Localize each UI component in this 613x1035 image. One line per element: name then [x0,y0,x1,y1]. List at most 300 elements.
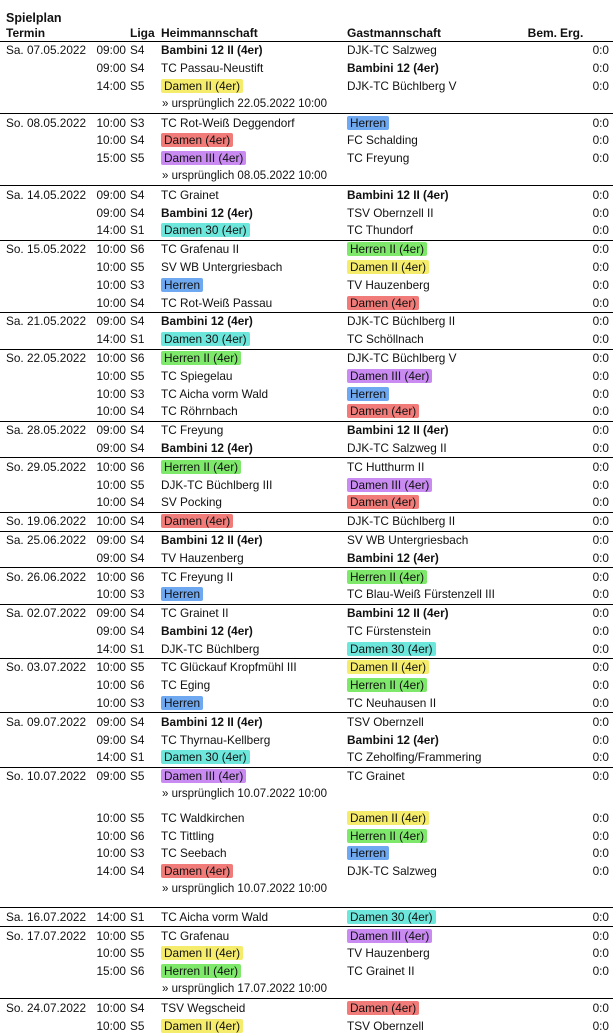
team-name: TC Spiegelau [161,369,232,383]
match-time: 14:00 [93,749,130,767]
match-bem [527,767,557,785]
match-liga: S4 [130,294,158,312]
match-row [0,731,613,749]
match-date [0,259,93,277]
match-time: 10:00 [93,240,130,258]
match-date: So. 03.07.2022 [0,659,93,677]
team-name: Damen II (4er) [161,1019,243,1033]
match-bem [527,568,557,586]
match-liga: S5 [130,476,158,494]
team-name: Herren II (4er) [347,570,427,584]
match-guest-cell [344,827,527,845]
match-bem [527,623,557,641]
match-row [0,713,613,731]
match-date [0,963,93,981]
team-name: DJK-TC Büchlberg [161,642,259,656]
match-time: 10:00 [93,512,130,531]
match-liga: S4 [130,604,158,622]
match-time: 09:00 [93,767,130,785]
match-bem [527,78,557,96]
match-date [0,1017,93,1035]
match-home-cell [158,458,344,476]
match-guest-cell [344,604,527,622]
match-row [0,827,613,845]
team-name: DJK-TC Büchlberg II [347,514,455,528]
match-result: 0:0 [557,403,613,421]
team-name: Herren II (4er) [347,242,427,256]
match-bem [527,42,557,60]
match-row [0,403,613,421]
match-home-cell [158,186,344,204]
team-name: TC Grainet [161,188,219,202]
match-row [0,114,613,132]
match-time: 10:00 [93,695,130,713]
match-guest-cell [344,132,527,150]
match-time: 15:00 [93,150,130,168]
match-home-cell [158,604,344,622]
match-result: 0:0 [557,458,613,476]
match-guest-cell [344,403,527,421]
team-name: TSV Obernzell [347,1019,424,1033]
match-result: 0:0 [557,78,613,96]
match-bem [527,999,557,1017]
match-guest-cell [344,749,527,767]
team-name: TC Passau-Neustift [161,61,263,75]
match-result: 0:0 [557,222,613,240]
match-result: 0:0 [557,863,613,881]
team-name: TC Waldkirchen [161,811,244,825]
match-guest-cell [344,222,527,240]
team-name: TC Grainet [347,769,405,783]
match-bem [527,331,557,349]
match-home-cell [158,531,344,549]
team-name: TC Grafenau [161,929,229,943]
team-name: Bambini 12 (4er) [161,624,253,638]
match-home-cell [158,809,344,827]
match-liga: S4 [130,623,158,641]
match-result: 0:0 [557,60,613,78]
match-date: Sa. 02.07.2022 [0,604,93,622]
match-row [0,186,613,204]
match-home-cell [158,132,344,150]
note-row [0,981,613,999]
match-guest-cell [344,945,527,963]
match-home-cell [158,677,344,695]
team-name: FC Schalding [347,133,418,147]
match-guest-cell [344,367,527,385]
match-time: 14:00 [93,78,130,96]
header-erg: Erg. [557,26,613,42]
match-home-cell [158,114,344,132]
match-date [0,549,93,567]
header-liga: Liga [130,26,158,42]
match-result: 0:0 [557,276,613,294]
match-date: So. 17.07.2022 [0,927,93,945]
match-liga: S5 [130,1017,158,1035]
team-name: SV Pocking [161,495,222,509]
match-row [0,963,613,981]
match-date [0,677,93,695]
match-result: 0:0 [557,531,613,549]
match-bem [527,259,557,277]
match-bem [527,204,557,222]
match-row [0,531,613,549]
match-bem [527,586,557,604]
match-home-cell [158,294,344,312]
team-name: Bambini 12 (4er) [161,314,253,328]
match-bem [527,927,557,945]
match-time: 10:00 [93,945,130,963]
match-row [0,78,613,96]
match-date [0,845,93,863]
match-result: 0:0 [557,440,613,458]
spacer-row [0,898,613,908]
team-name: Damen 30 (4er) [347,910,436,924]
match-result: 0:0 [557,731,613,749]
match-bem [527,132,557,150]
match-row [0,809,613,827]
match-bem [527,60,557,78]
match-liga: S5 [130,259,158,277]
match-date [0,276,93,294]
match-time: 09:00 [93,440,130,458]
match-bem [527,512,557,531]
match-bem [527,222,557,240]
team-name: TC Neuhausen II [347,696,436,710]
match-time: 14:00 [93,222,130,240]
team-name: SV WB Untergriesbach [347,533,468,547]
match-date [0,827,93,845]
match-time: 09:00 [93,60,130,78]
team-name: DJK-TC Büchlberg V [347,79,456,93]
team-name: TV Hauzenberg [347,946,430,960]
match-bem [527,440,557,458]
match-result: 0:0 [557,331,613,349]
match-liga: S4 [130,186,158,204]
match-bem [527,312,557,330]
match-date: Sa. 21.05.2022 [0,312,93,330]
match-guest-cell [344,458,527,476]
team-name: TC Aicha vorm Wald [161,910,268,924]
match-home-cell [158,440,344,458]
match-liga: S3 [130,586,158,604]
match-home-cell [158,312,344,330]
match-result: 0:0 [557,132,613,150]
match-result: 0:0 [557,476,613,494]
match-guest-cell [344,731,527,749]
match-guest-cell [344,963,527,981]
team-name: TSV Obernzell II [347,206,434,220]
team-name: TC Schöllnach [347,332,424,346]
match-date [0,640,93,658]
match-result: 0:0 [557,809,613,827]
team-name: TC Rot-Weiß Deggendorf [161,116,295,130]
team-name: Damen II (4er) [347,811,429,825]
team-name: TC Blau-Weiß Fürstenzell III [347,587,495,601]
match-result: 0:0 [557,640,613,658]
match-bem [527,945,557,963]
match-time: 10:00 [93,476,130,494]
match-time: 10:00 [93,1017,130,1035]
match-date: So. 29.05.2022 [0,458,93,476]
match-bem [527,713,557,731]
match-guest-cell [344,60,527,78]
match-bem [527,458,557,476]
note-row [0,881,613,899]
match-liga: S5 [130,78,158,96]
match-date: So. 22.05.2022 [0,349,93,367]
match-time: 10:00 [93,845,130,863]
team-name: Damen III (4er) [347,478,432,492]
match-bem [527,731,557,749]
match-time: 09:00 [93,531,130,549]
match-row [0,42,613,60]
header-heim: Heimmannschaft [158,26,344,42]
match-time: 09:00 [93,549,130,567]
match-bem [527,114,557,132]
match-liga: S4 [130,731,158,749]
match-guest-cell [344,114,527,132]
match-liga: S4 [130,713,158,731]
match-home-cell [158,927,344,945]
match-date [0,476,93,494]
team-name: Damen (4er) [161,514,233,528]
match-result: 0:0 [557,695,613,713]
match-row [0,863,613,881]
match-guest-cell [344,531,527,549]
match-guest-cell [344,623,527,641]
match-row [0,476,613,494]
team-name: TC Glückauf Kropfmühl III [161,660,297,674]
match-home-cell [158,222,344,240]
match-guest-cell [344,927,527,945]
match-row [0,60,613,78]
match-row [0,385,613,403]
match-liga: S3 [130,385,158,403]
match-row [0,549,613,567]
match-time: 10:00 [93,827,130,845]
match-home-cell [158,331,344,349]
match-bem [527,827,557,845]
match-result: 0:0 [557,294,613,312]
match-guest-cell [344,549,527,567]
match-result: 0:0 [557,749,613,767]
match-guest-cell [344,809,527,827]
match-date: So. 26.06.2022 [0,568,93,586]
match-row [0,845,613,863]
match-result: 0:0 [557,240,613,258]
match-date: Sa. 07.05.2022 [0,42,93,60]
match-row [0,132,613,150]
match-guest-cell [344,494,527,512]
match-result: 0:0 [557,42,613,60]
match-result: 0:0 [557,568,613,586]
match-home-cell [158,640,344,658]
match-row [0,659,613,677]
match-time: 10:00 [93,385,130,403]
match-liga: S3 [130,276,158,294]
match-result: 0:0 [557,586,613,604]
match-guest-cell [344,42,527,60]
match-row [0,349,613,367]
match-liga: S4 [130,204,158,222]
team-name: Damen (4er) [161,133,233,147]
reschedule-note: » ursprünglich 08.05.2022 10:00 [158,168,613,186]
match-guest-cell [344,659,527,677]
match-liga: S3 [130,845,158,863]
match-guest-cell [344,349,527,367]
match-guest-cell [344,1017,527,1035]
match-row [0,640,613,658]
match-result: 0:0 [557,549,613,567]
match-result: 0:0 [557,845,613,863]
match-date: So. 08.05.2022 [0,114,93,132]
match-date [0,494,93,512]
match-guest-cell [344,421,527,439]
match-bem [527,421,557,439]
team-name: TC Seebach [161,846,227,860]
match-date [0,367,93,385]
team-name: Bambini 12 II (4er) [161,715,263,729]
match-result: 0:0 [557,204,613,222]
team-name: Herren II (4er) [161,351,241,365]
match-time: 09:00 [93,731,130,749]
match-time: 10:00 [93,494,130,512]
match-home-cell [158,1017,344,1035]
match-home-cell [158,60,344,78]
match-row [0,367,613,385]
page-title: Spielplan [0,11,613,26]
match-home-cell [158,494,344,512]
match-liga: S5 [130,767,158,785]
match-bem [527,604,557,622]
match-guest-cell [344,476,527,494]
match-result: 0:0 [557,259,613,277]
match-row [0,586,613,604]
match-guest-cell [344,240,527,258]
match-bem [527,695,557,713]
match-time: 09:00 [93,604,130,622]
match-liga: S1 [130,331,158,349]
team-name: DJK-TC Salzweg II [347,441,447,455]
team-name: Damen II (4er) [161,79,243,93]
match-bem [527,1017,557,1035]
team-name: Damen (4er) [347,296,419,310]
match-time: 10:00 [93,367,130,385]
match-liga: S3 [130,114,158,132]
match-row [0,294,613,312]
match-date [0,222,93,240]
team-name: TC Aicha vorm Wald [161,387,268,401]
match-home-cell [158,623,344,641]
match-time: 10:00 [93,294,130,312]
match-result: 0:0 [557,349,613,367]
match-bem [527,349,557,367]
match-home-cell [158,713,344,731]
team-name: Damen III (4er) [347,369,432,383]
team-name: Damen (4er) [347,495,419,509]
match-guest-cell [344,640,527,658]
match-date [0,403,93,421]
team-name: Bambini 12 (4er) [347,551,439,565]
match-home-cell [158,42,344,60]
match-liga: S4 [130,531,158,549]
match-time: 09:00 [93,42,130,60]
match-date: Sa. 25.06.2022 [0,531,93,549]
match-home-cell [158,259,344,277]
match-date [0,331,93,349]
match-liga: S1 [130,749,158,767]
match-home-cell [158,385,344,403]
match-guest-cell [344,331,527,349]
match-date: Sa. 16.07.2022 [0,908,93,927]
match-date: So. 10.07.2022 [0,767,93,785]
team-name: TC Grainet II [347,964,415,978]
match-liga: S4 [130,421,158,439]
match-row [0,421,613,439]
match-result: 0:0 [557,494,613,512]
match-liga: S5 [130,945,158,963]
match-liga: S4 [130,440,158,458]
reschedule-note: » ursprünglich 10.07.2022 10:00 [158,881,613,899]
match-bem [527,385,557,403]
match-bem [527,863,557,881]
match-row [0,204,613,222]
match-time: 09:00 [93,312,130,330]
match-bem [527,476,557,494]
match-time: 10:00 [93,259,130,277]
header-gast: Gastmannschaft [344,26,527,42]
match-bem [527,908,557,927]
match-row [0,458,613,476]
match-home-cell [158,512,344,531]
team-name: DJK-TC Büchlberg III [161,478,272,492]
header-termin: Termin [0,26,130,42]
team-name: TC Freyung II [161,570,233,584]
match-row [0,312,613,330]
match-bem [527,240,557,258]
match-date [0,294,93,312]
match-bem [527,749,557,767]
team-name: TC Zeholfing/Frammering [347,750,481,764]
team-name: Bambini 12 II (4er) [347,423,449,437]
team-name: Damen (4er) [161,864,233,878]
match-liga: S4 [130,863,158,881]
match-date [0,863,93,881]
match-home-cell [158,945,344,963]
team-name: Damen 30 (4er) [347,642,436,656]
match-liga: S6 [130,240,158,258]
match-row [0,677,613,695]
team-name: TV Hauzenberg [347,278,430,292]
match-time: 14:00 [93,908,130,927]
match-row [0,512,613,531]
match-time: 14:00 [93,331,130,349]
match-liga: S4 [130,403,158,421]
match-result: 0:0 [557,659,613,677]
match-liga: S6 [130,963,158,981]
match-liga: S4 [130,132,158,150]
match-guest-cell [344,204,527,222]
reschedule-note: » ursprünglich 22.05.2022 10:00 [158,95,613,113]
match-result: 0:0 [557,512,613,531]
team-name: Damen III (4er) [347,929,432,943]
team-name: Damen 30 (4er) [161,223,250,237]
match-time: 09:00 [93,623,130,641]
team-name: Bambini 12 II (4er) [347,606,449,620]
match-row [0,440,613,458]
match-guest-cell [344,999,527,1017]
